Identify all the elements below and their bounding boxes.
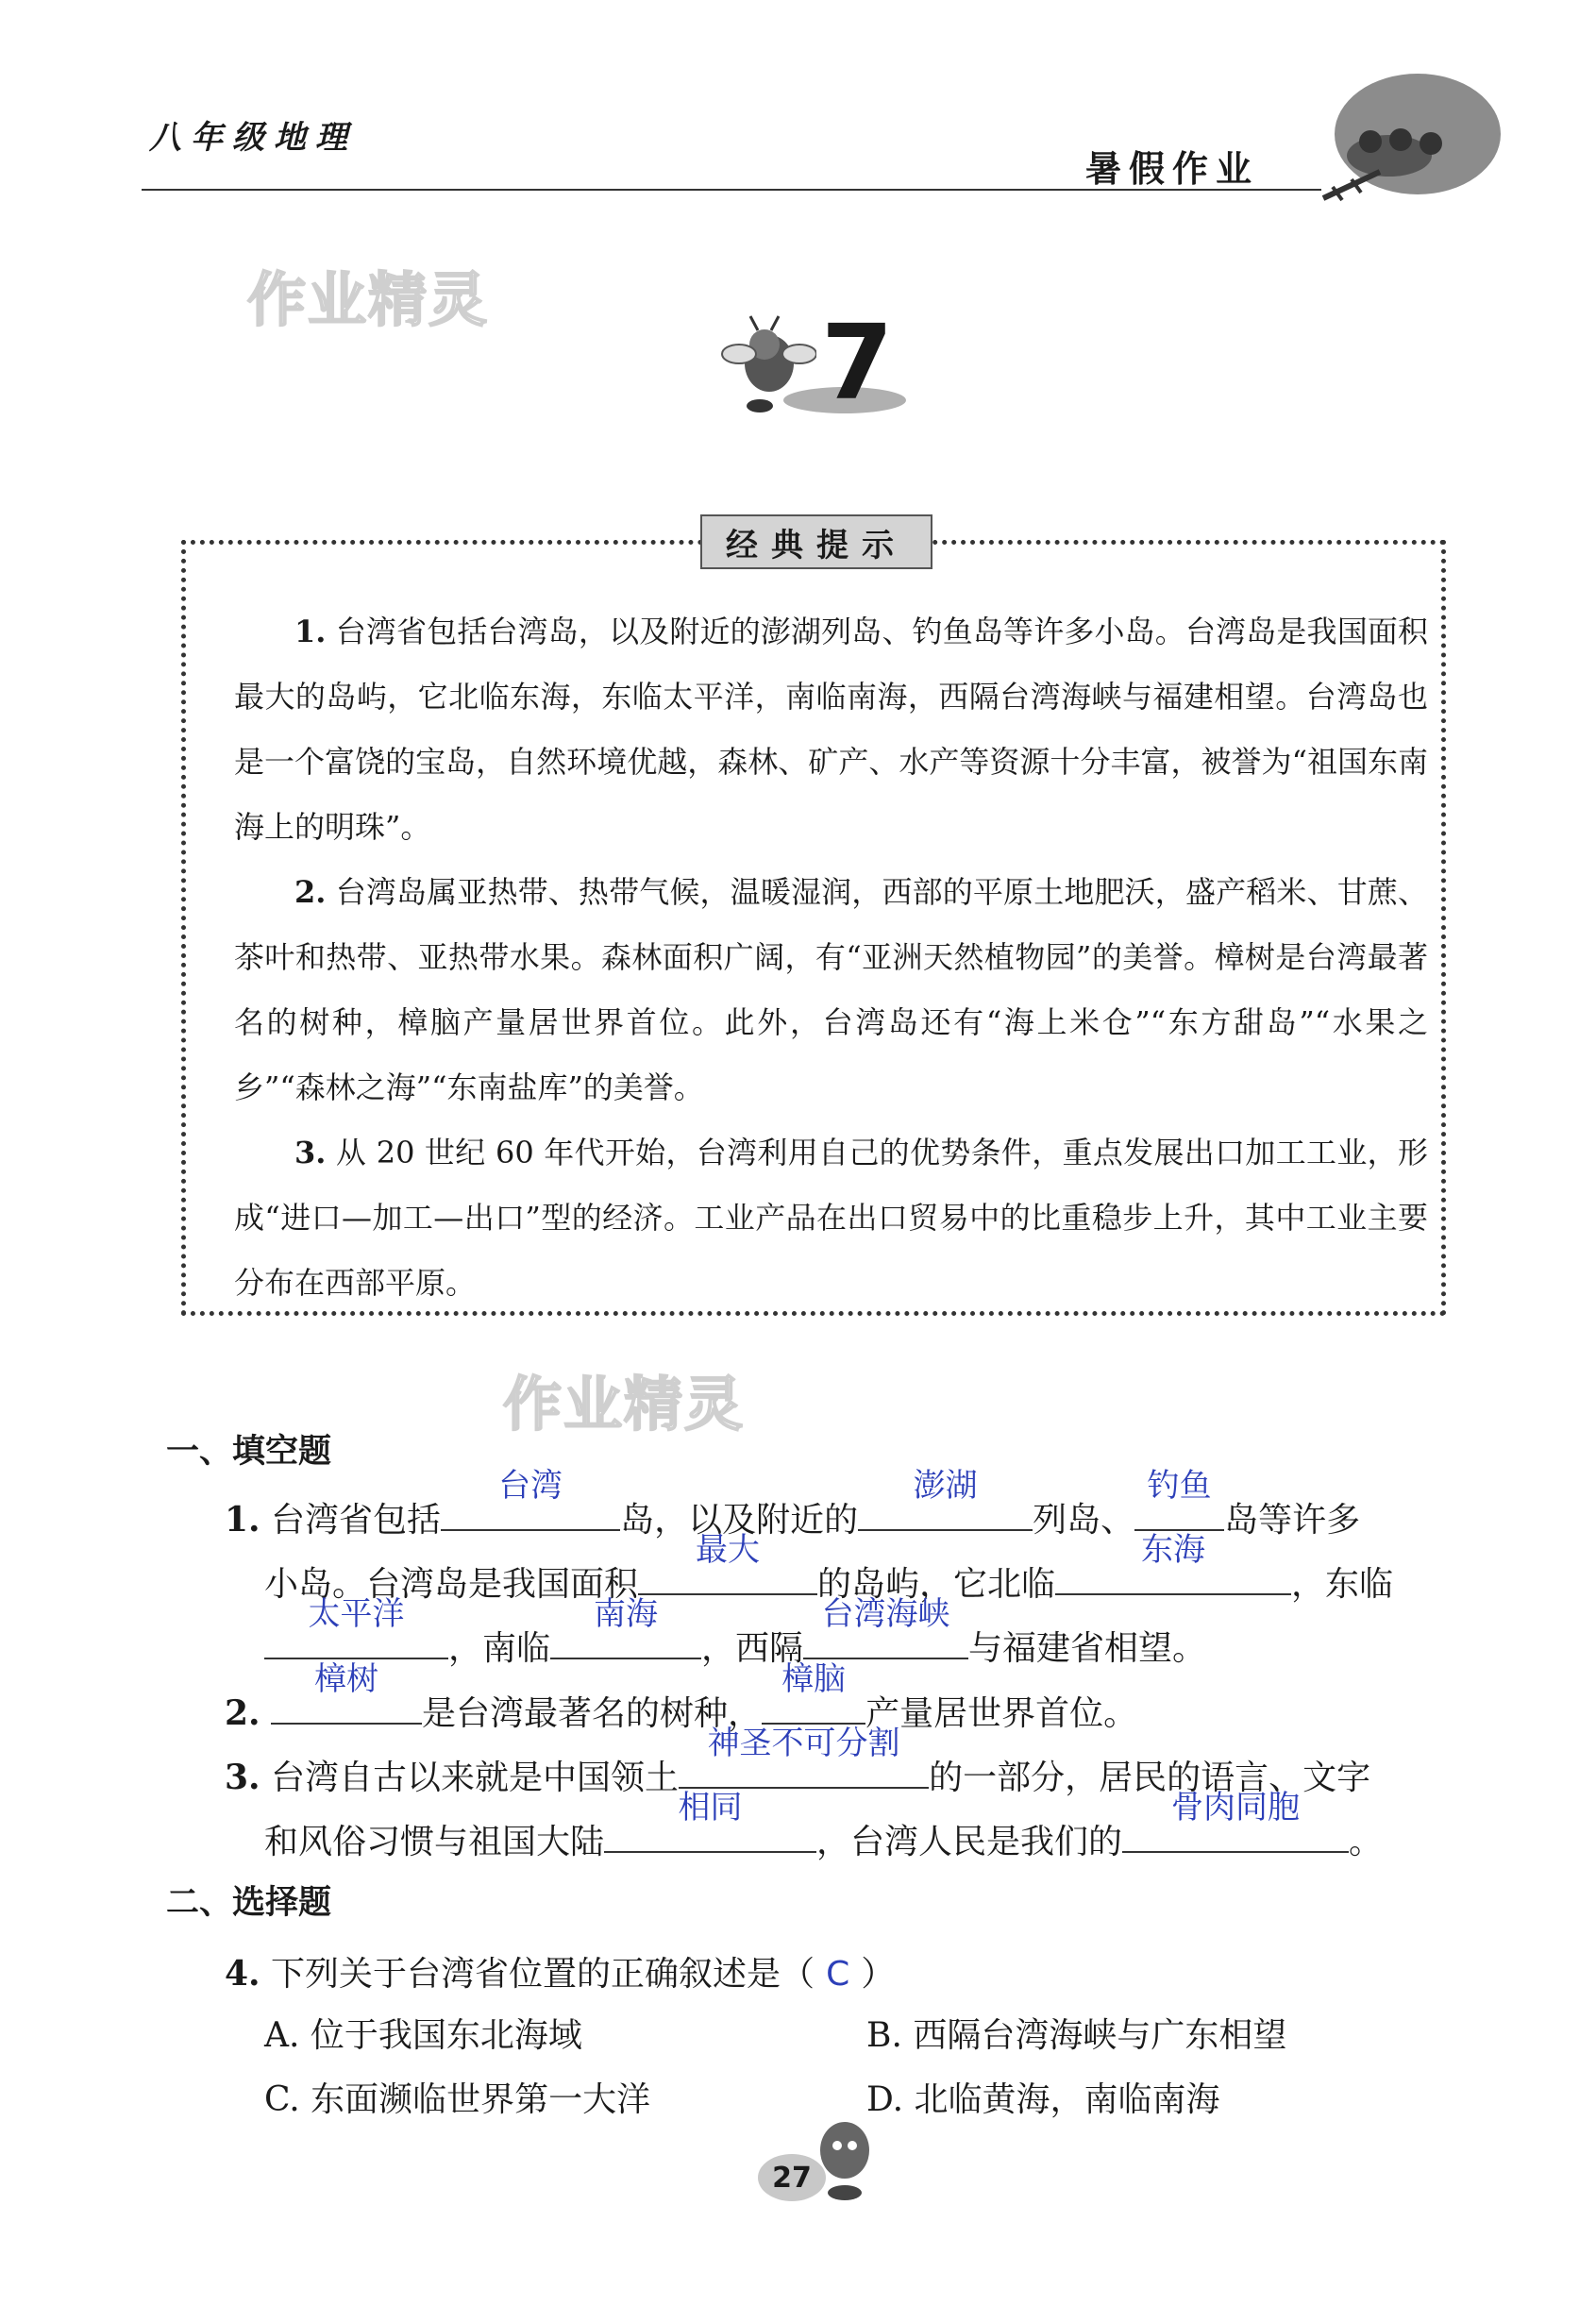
kids-cart-illustration-icon (1314, 66, 1503, 208)
handwritten-answer: 太平洋 (308, 1595, 405, 1633)
watermark-text: 作业精灵 (503, 1370, 746, 1439)
handwritten-answer: 樟树 (314, 1660, 379, 1698)
question-text: 岛等许多 (1224, 1501, 1361, 1540)
tips-body (234, 599, 1428, 1316)
tips-paragraph-text: 从 20 世纪 60 年代开始，台湾利用自己的优势条件，重点发展出口加工工业，形成“进口—加工—出口”型的经济。工业产品在出口贸易中的比重稳步上升，其中工业主要分布在西部平原。 (234, 1135, 1429, 1301)
handwritten-answer: 神圣不可分割 (707, 1725, 900, 1762)
section-heading-multiple-choice: 二、选择题 (166, 1884, 332, 1922)
handwritten-answer: 骨肉同胞 (1171, 1789, 1301, 1826)
handwritten-answer: 台湾 (498, 1467, 563, 1505)
handwritten-answer: 东海 (1141, 1531, 1206, 1569)
question-text: 与福建省相望。 (968, 1629, 1207, 1668)
option-a[interactable]: A. 位于我国东北海域 (264, 2016, 582, 2055)
mascot-icon (812, 2113, 878, 2207)
tips-paragraph-number: 3. (294, 1135, 327, 1170)
page-number: 27 (772, 2161, 812, 2195)
handwritten-answer: 台湾海峡 (821, 1595, 950, 1633)
question-text: 产量居世界首位。 (865, 1694, 1138, 1733)
answer-blank[interactable] (550, 1595, 701, 1659)
option-c[interactable]: C. 东面濒临世界第一大洋 (264, 2080, 651, 2119)
answer-blank[interactable] (1055, 1531, 1291, 1595)
tips-paragraph (234, 860, 1428, 1120)
question-text: 台湾自古以来就是中国领土 (271, 1759, 680, 1797)
tips-paragraph (234, 599, 1428, 860)
question-text: 和风俗习惯与祖国大陆 (264, 1823, 605, 1861)
question-text: 列岛、 (1033, 1501, 1135, 1540)
handwritten-answer: 澎湖 (913, 1467, 978, 1505)
handwritten-answer: 南海 (594, 1595, 659, 1633)
lesson-number: 7 (821, 302, 894, 423)
handwritten-answer: 最大 (696, 1531, 761, 1569)
option-d[interactable]: D. 北临黄海，南临南海 (866, 2080, 1220, 2119)
question-text: 下列关于台湾省位置的正确叙述是（ (271, 1955, 815, 1994)
tips-title-banner (700, 514, 932, 569)
watermark-text: 作业精灵 (247, 265, 490, 334)
question-text: ） (861, 1955, 896, 1994)
header-subject-title: 八年级地理 (149, 119, 357, 157)
tips-paragraph (234, 1120, 1428, 1316)
answer-blank[interactable] (604, 1789, 816, 1853)
question-text: 小岛。台湾岛是我国面积 (264, 1565, 639, 1604)
tips-paragraph-number: 2. (294, 874, 327, 910)
handwritten-answer: 樟脑 (781, 1660, 847, 1698)
question-text: ，东临 (1291, 1565, 1394, 1604)
header-book-title: 暑假作业 (1085, 148, 1260, 190)
question-text: 的岛屿，它北临 (817, 1565, 1056, 1604)
tips-paragraph-text: 台湾岛属亚热带、热带气候，温暖湿润，西部的平原土地肥沃，盛产稻米、甘蔗、茶叶和热带、亚热带水果。森林面积广阔，有“亚洲天然植物园”的美誉。樟树是台湾最著名的树种，樟脑产量居世界首位。此外，台湾岛还有“海上米仓”“东方甜岛”“水果之乡”“森林之海”“东南盐库”的美誉。 (234, 874, 1428, 1105)
section-heading-fill-in: 一、填空题 (166, 1433, 332, 1471)
tips-paragraph-number: 1. (294, 614, 327, 649)
handwritten-answer: 钓鱼 (1147, 1467, 1212, 1505)
question-text: 的一部分，居民的语言、文字 (929, 1759, 1371, 1797)
answer-blank[interactable] (441, 1467, 620, 1531)
answer-blank[interactable] (271, 1660, 422, 1725)
question-3-line-2 (264, 1789, 1384, 1875)
question-number: 1. (225, 1500, 260, 1540)
question-number: 4. (225, 1954, 260, 1994)
tips-paragraph-text: 台湾省包括台湾岛，以及附近的澎湖列岛、钓鱼岛等许多小岛。台湾岛是我国面积最大的岛屿，它北临东海，东临太平洋，南临南海，西隔台湾海峡与福建相望。台湾岛也是一个富饶的宝岛，自然环境优越，森林、矿产、水产等资源十分丰富，被誉为“祖国东南海上的明珠”。 (234, 614, 1428, 845)
question-text: ，南临 (448, 1629, 551, 1668)
answer-blank[interactable] (858, 1467, 1033, 1531)
option-b[interactable]: B. 西隔台湾海峡与广东相望 (866, 2016, 1287, 2055)
question-text: ，台湾人民是我们的 (816, 1823, 1123, 1861)
handwritten-answer[interactable]: C (826, 1955, 850, 1994)
question-text: 岛，以及附近的 (620, 1501, 859, 1540)
tips-title: 经典提示 (726, 526, 907, 564)
question-text: ，西隔 (701, 1629, 804, 1668)
question-4 (225, 1942, 895, 2007)
question-number: 3. (225, 1758, 260, 1797)
question-number: 2. (225, 1693, 260, 1733)
question-text: 是台湾最著名的树种， (422, 1694, 763, 1733)
handwritten-answer: 相同 (678, 1789, 743, 1826)
question-text: 。 (1349, 1823, 1384, 1861)
question-text: 台湾省包括 (271, 1501, 442, 1540)
answer-blank[interactable] (1122, 1789, 1349, 1853)
